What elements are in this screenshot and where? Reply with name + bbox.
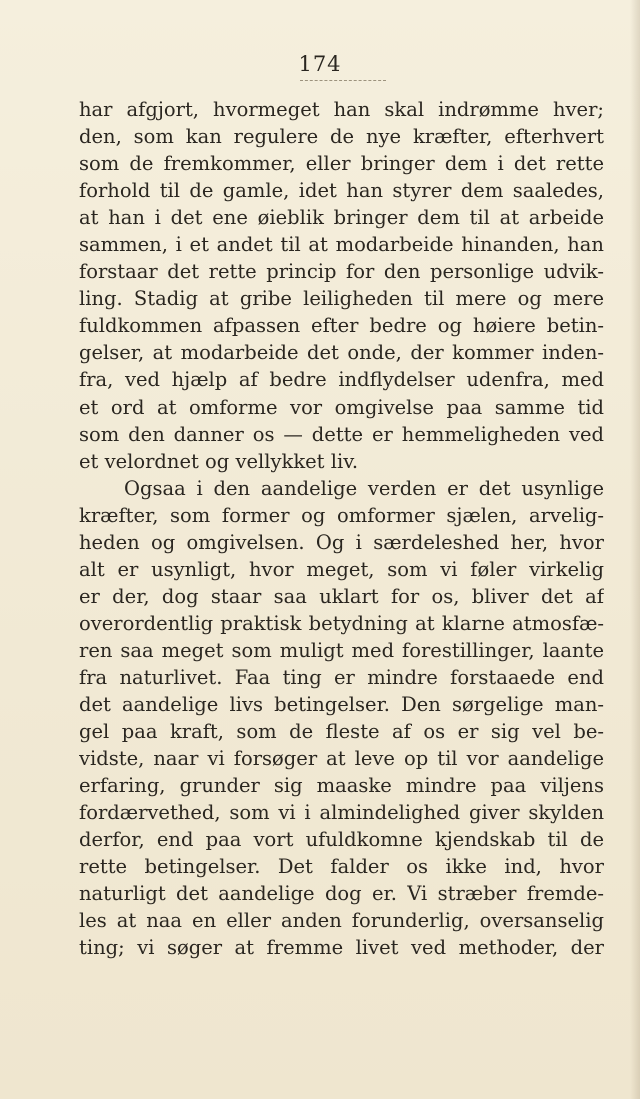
text-line: alt er usynligt, hvor meget, som vi føler virkelig <box>79 557 604 581</box>
text-line: et ord at omforme vor omgivelse paa samme tid <box>79 395 604 419</box>
page-number: 174 <box>298 52 342 76</box>
page-edge-shadow <box>630 0 640 1099</box>
page-number-rule <box>300 80 386 81</box>
text-line: fra naturlivet. Faa ting er mindre forstaaede end <box>79 665 604 689</box>
text-line: gel paa kraft, som de fleste af os er sig vel be- <box>79 720 604 744</box>
text-line: ren saa meget som muligt med forestillinger, laante <box>79 638 604 662</box>
text-line: forhold til de gamle, idet han styrer dem saaledes, <box>79 179 604 203</box>
text-line: som den danner os — dette er hemmeligheden ved <box>79 422 604 446</box>
text-line: rette betingelser. Det falder os ikke ind, hvor <box>79 855 604 879</box>
text-line: som de fremkommer, eller bringer dem i det rette <box>79 152 604 176</box>
text-line: fuldkommen afpassen efter bedre og høiere betin- <box>79 314 604 338</box>
text-line: erfaring, grunder sig maaske mindre paa viljens <box>79 774 604 798</box>
text-line: kræfter, som former og omformer sjælen, arvelig- <box>79 503 604 527</box>
text-line: fra, ved hjælp af bedre indflydelser udenfra, med <box>79 368 604 392</box>
text-line: derfor, end paa vort ufuldkomne kjendskab til de <box>79 828 604 852</box>
text-line: har afgjort, hvormeget han skal indrømme hver; <box>79 98 604 121</box>
text-line: gelser, at modarbeide det onde, der kommer inden- <box>79 341 604 365</box>
text-line: heden og omgivelsen. Og i særdeleshed her, hvor <box>79 530 604 554</box>
text-line: fordærvethed, som vi i almindelighed giver skylden <box>79 801 604 825</box>
text-line: Ogsaa i den aandelige verden er det usynlige <box>124 476 604 500</box>
text-line: overordentlig praktisk betydning at klarne atmosfæ- <box>79 611 604 635</box>
text-line: et velordnet og vellykket liv. <box>79 449 359 473</box>
text-line: er der, dog staar saa uklart for os, bliver det af <box>79 584 604 608</box>
text-line: det aandelige livs betingelser. Den sørgelige man- <box>79 693 604 717</box>
body-text <box>79 96 604 962</box>
text-line: ling. Stadig at gribe leiligheden til mere og mere <box>79 287 604 311</box>
text-line: vidste, naar vi forsøger at leve op til vor aandelige <box>79 747 604 771</box>
text-line: forstaar det rette princip for den personlige udvik- <box>79 260 604 284</box>
text-line: naturligt det aandelige dog er. Vi stræber fremde- <box>79 882 604 906</box>
text-line: les at naa en eller anden forunderlig, oversanselig <box>79 909 604 933</box>
text-line: ting; vi søger at fremme livet ved methoder, der <box>79 936 604 960</box>
text-line: sammen, i et andet til at modarbeide hinanden, han <box>79 233 604 257</box>
text-line: at han i det ene øieblik bringer dem til at arbeide <box>79 206 604 230</box>
text-line: den, som kan regulere de nye kræfter, efterhvert <box>79 125 604 149</box>
